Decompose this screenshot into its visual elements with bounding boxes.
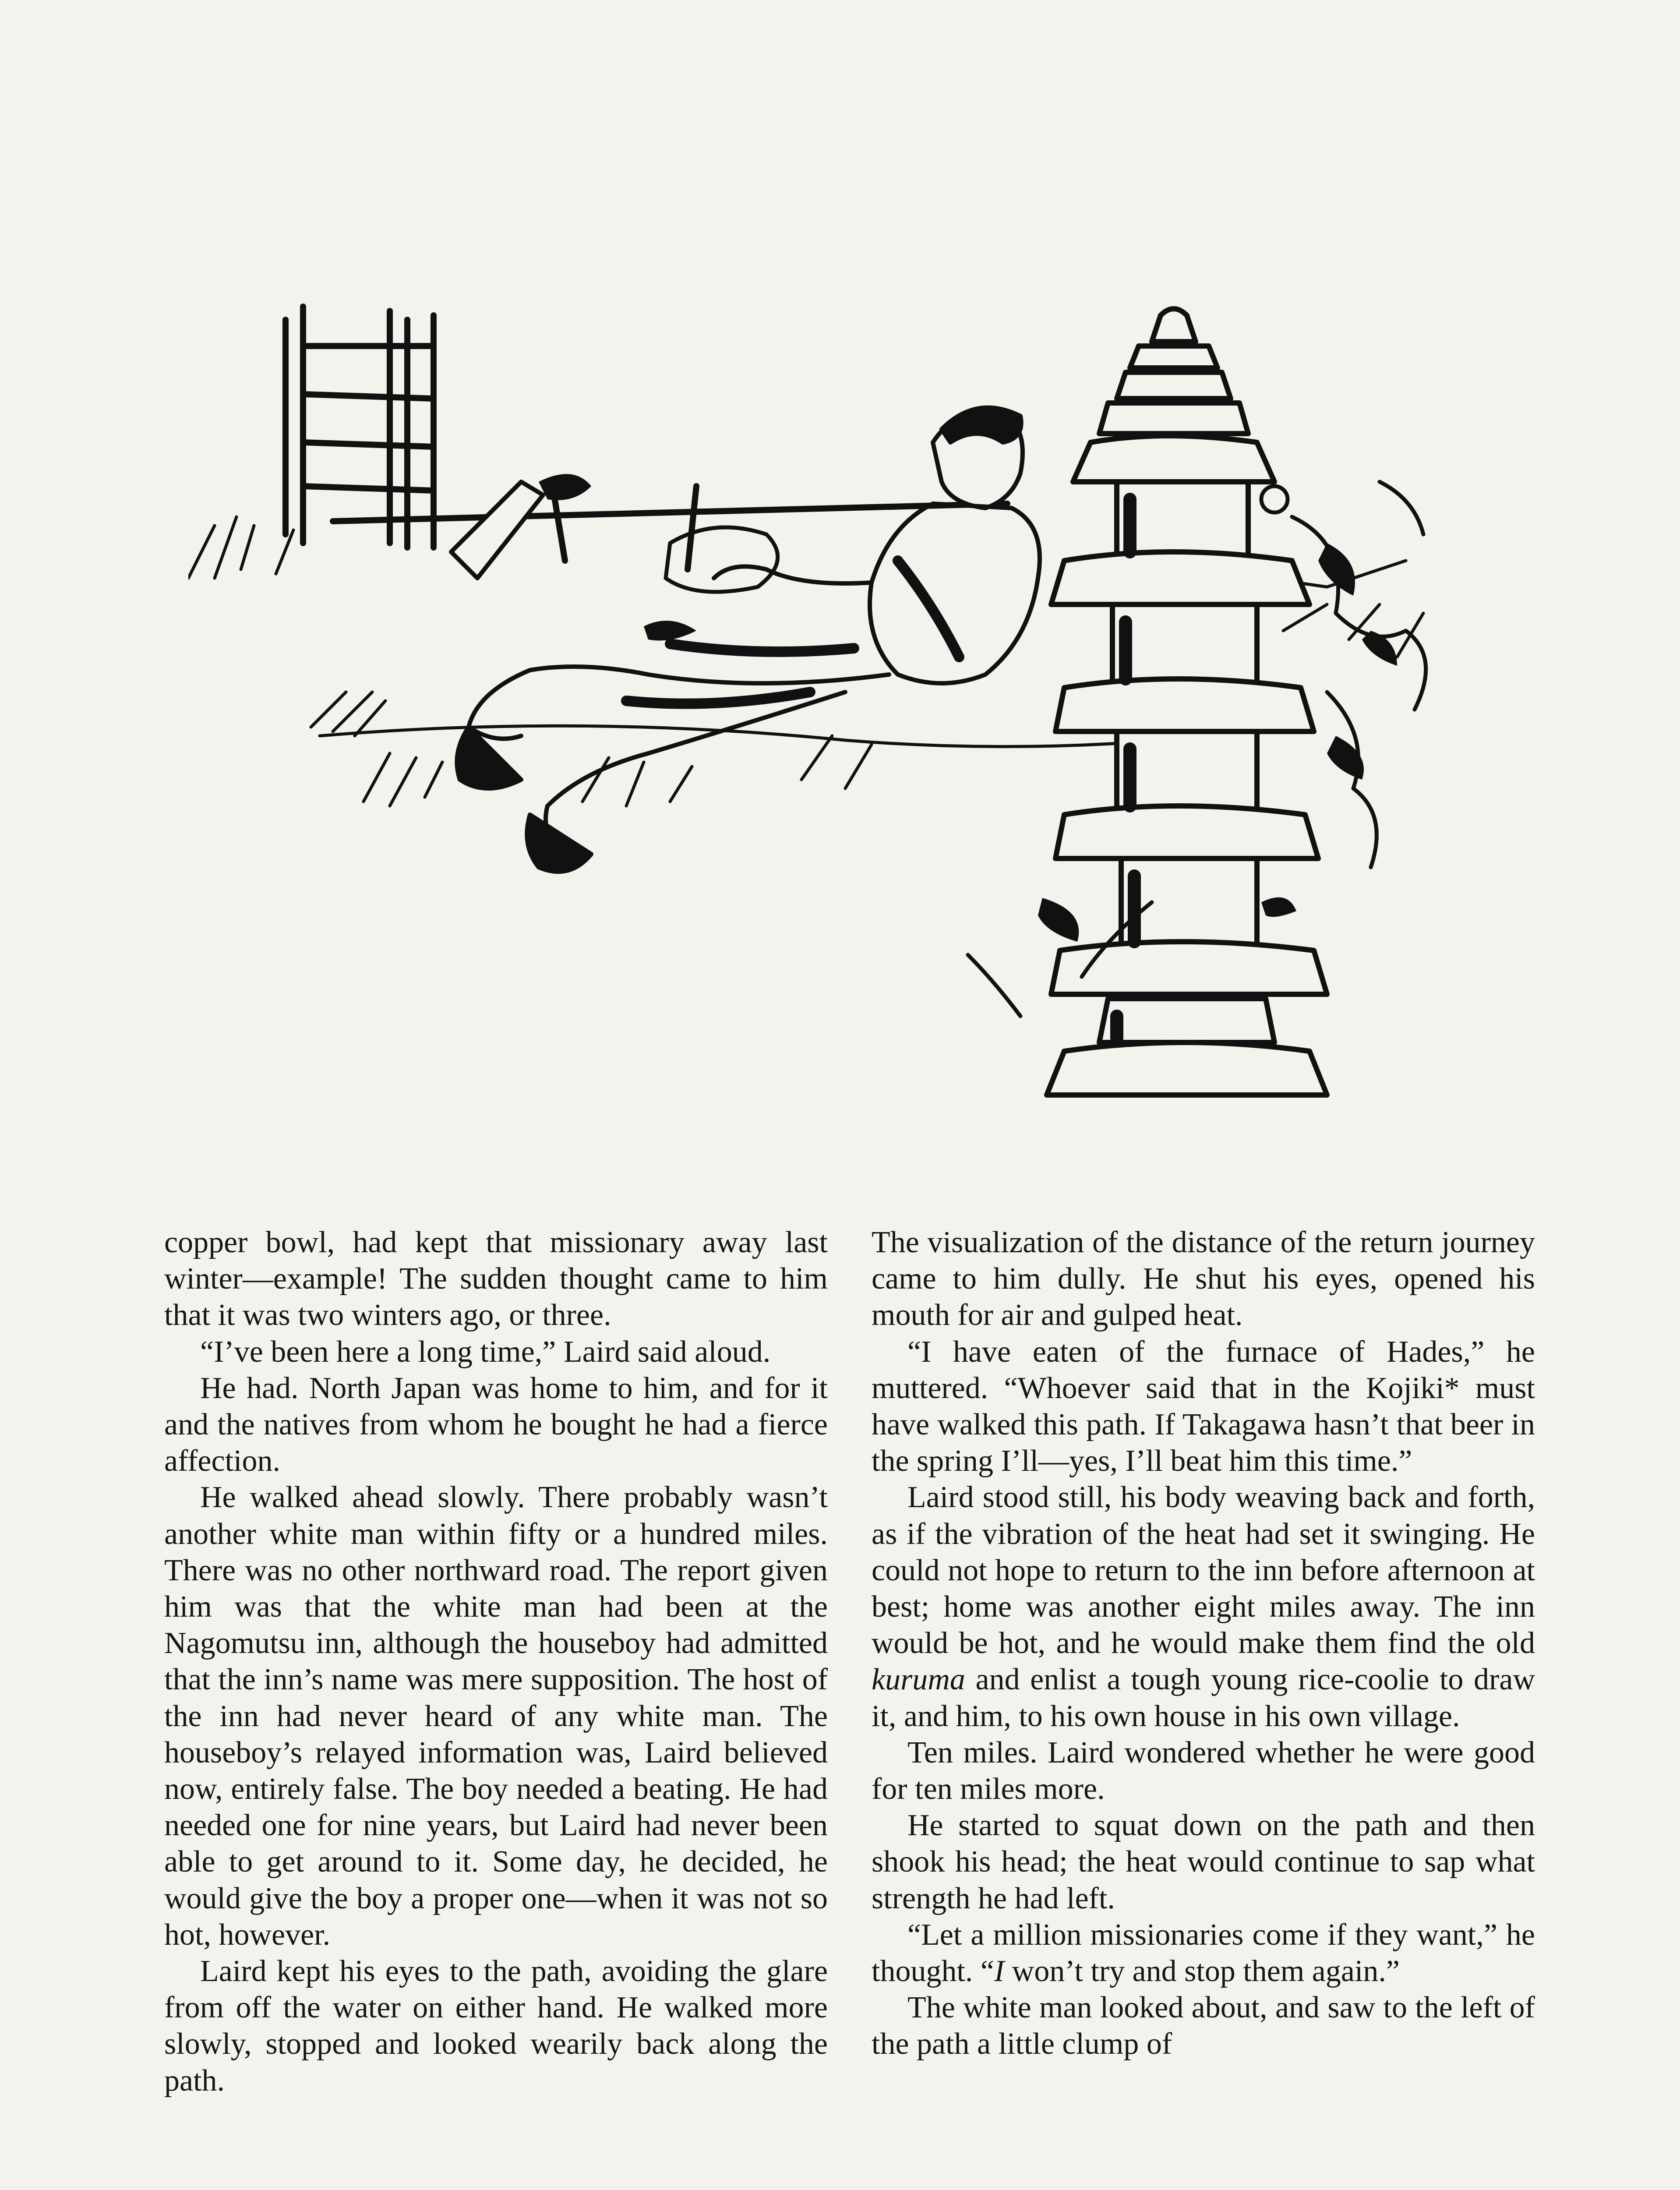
paragraph: He started to squat down on the path and then shook his head; the heat would continue to sap what strength he had left. (872, 1809, 1535, 1915)
left-text-column (164, 1224, 828, 2099)
right-text-column (872, 1224, 1535, 2063)
italic-word: kuruma (872, 1663, 965, 1697)
paragraph-text: Laird stood still, his body weaving back and forth, as if the vibration of the heat had set it swinging. He could not hope to return to the inn before afternoon at best; home was another eight miles away. The inn would be hot, and he would make them find the old (872, 1480, 1535, 1660)
paragraph: “I’ve been here a long time,” Laird said aloud. (200, 1335, 771, 1369)
paragraph: The white man looked about, and saw to the left of the path a little clump of (872, 1991, 1535, 2061)
paragraph (872, 1917, 1535, 1989)
paragraph-text: and enlist a tough young rice-coolie to draw it, and him, to his own house in his own village. (872, 1663, 1535, 1733)
italic-word: I (994, 1954, 1005, 1989)
paragraph: Laird kept his eyes to the path, avoiding the glare from off the water on either hand. He walked more slowly, stopped and looked wearily back along the path. (164, 1954, 828, 2098)
paragraph: copper bowl, had kept that missionary away last winter—example! The sudden thought came to him that it was two winters ago, or three. (164, 1226, 828, 1332)
paragraph: He walked ahead slowly. There probably wasn’t another white man within fifty or a hundred miles. There was no other northward road. The report given him was that the white man had been at the Nagomutsu inn, although the houseboy had admitted that the inn’s name was mere supposition. The host of the inn had never heard of any white man. The houseboy’s relayed information was, Laird believed now, entirely false. The boy needed a beating. He had needed one for nine years, but Laird had never been able to get around to it. Some day, he decided, he would give the boy a proper one—when it was not so hot, however. (164, 1480, 828, 1952)
paragraph-text: won’t try and stop them again.” (1004, 1954, 1400, 1989)
paragraph: The visualization of the distance of the return journey came to him dully. He shut his eyes, opened his mouth for air and gulped heat. (872, 1226, 1535, 1332)
paragraph: Ten miles. Laird wondered whether he were good for ten miles more. (872, 1735, 1535, 1806)
paragraph: He had. North Japan was home to him, and for it and the natives from whom he bought he had a fierce affection. (164, 1371, 828, 1478)
paragraph (872, 1479, 1535, 1734)
man-resting-by-pagoda-icon (188, 298, 1511, 1130)
paragraph-text: “Let a million missionaries come if they want,” he thought. “ (872, 1918, 1535, 1989)
pagoda-illustration (188, 298, 1511, 1130)
paragraph: “I have eaten of the furnace of Hades,” he muttered. “Whoever said that in the Kojiki* must have walked this path. If Takagawa hasn’t that beer in the spring I’ll—yes, I’ll beat him this time.” (872, 1335, 1535, 1478)
